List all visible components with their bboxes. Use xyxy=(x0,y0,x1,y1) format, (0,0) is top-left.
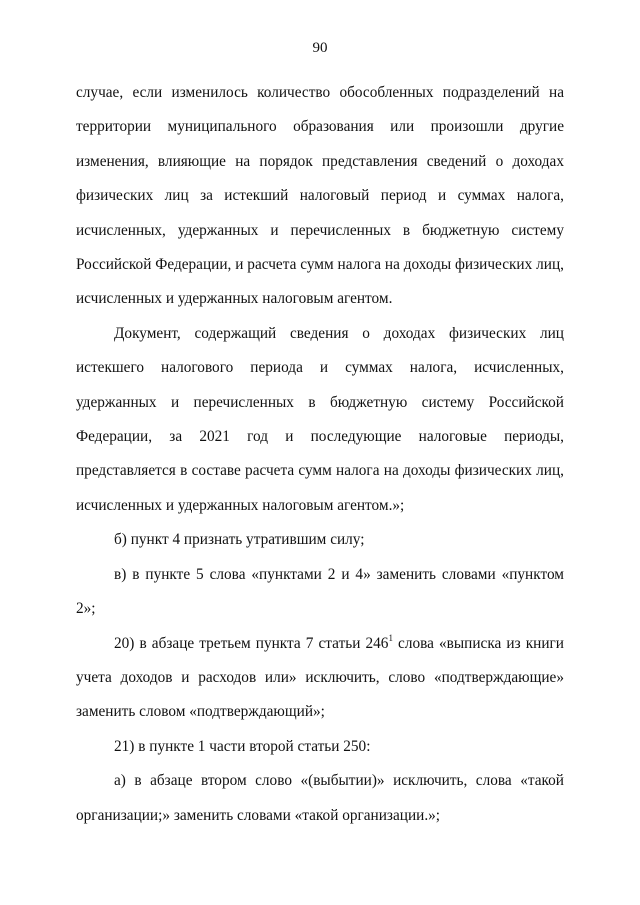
paragraph-item-b: б) пункт 4 признать утратившим силу; xyxy=(114,531,365,549)
paragraph-item-20 xyxy=(76,627,564,730)
item-20-text-after: слова «выписка из книги учета доходов и расходов или» исключить, слово «подтверждающие» заменить словом «подтверждающий»; xyxy=(76,634,564,721)
paragraph-item-v: в) в пункте 5 слова «пунктами 2 и 4» заменить словами «пунктом 2»; xyxy=(76,565,564,618)
paragraph-item-a: а) в абзаце втором слово «(выбытии)» исключить, слова «такой организации;» заменить словами «такой организации.»; xyxy=(76,772,564,824)
paragraph-continuation: случае, если изменилось количество обособленных подразделений на территории муниципального образования или произошли другие изменения, влияющие на порядок представления сведений о доходах физических лиц за истекший налоговый период и суммах налога, исчисленных, удержанных и перечисленных в бюджетную систему Российской Федерации, и расчета сумм налога на доходы физических лиц, исчисленных и удержанных налоговым агентом. xyxy=(76,84,564,308)
paragraph-document-statement: Документ, содержащий сведения о доходах физических лиц истекшего налогового периода и суммах налога, исчисленных, удержанных и перечисленных в бюджетную систему Российской Федерации, за 2021 год и последующие налоговые периоды, представляется в составе расчета сумм налога на доходы физических лиц, исчисленных и удержанных налоговым агентом.»; xyxy=(76,324,564,514)
page-number: 90 xyxy=(312,40,328,56)
document-body xyxy=(76,76,564,833)
paragraph-item-21: 21) в пункте 1 части второй статьи 250: xyxy=(114,737,371,755)
item-20-text-before: 20) в абзаце третьем пункта 7 статьи 246 xyxy=(114,634,389,652)
article-superscript: 1 xyxy=(388,632,393,643)
